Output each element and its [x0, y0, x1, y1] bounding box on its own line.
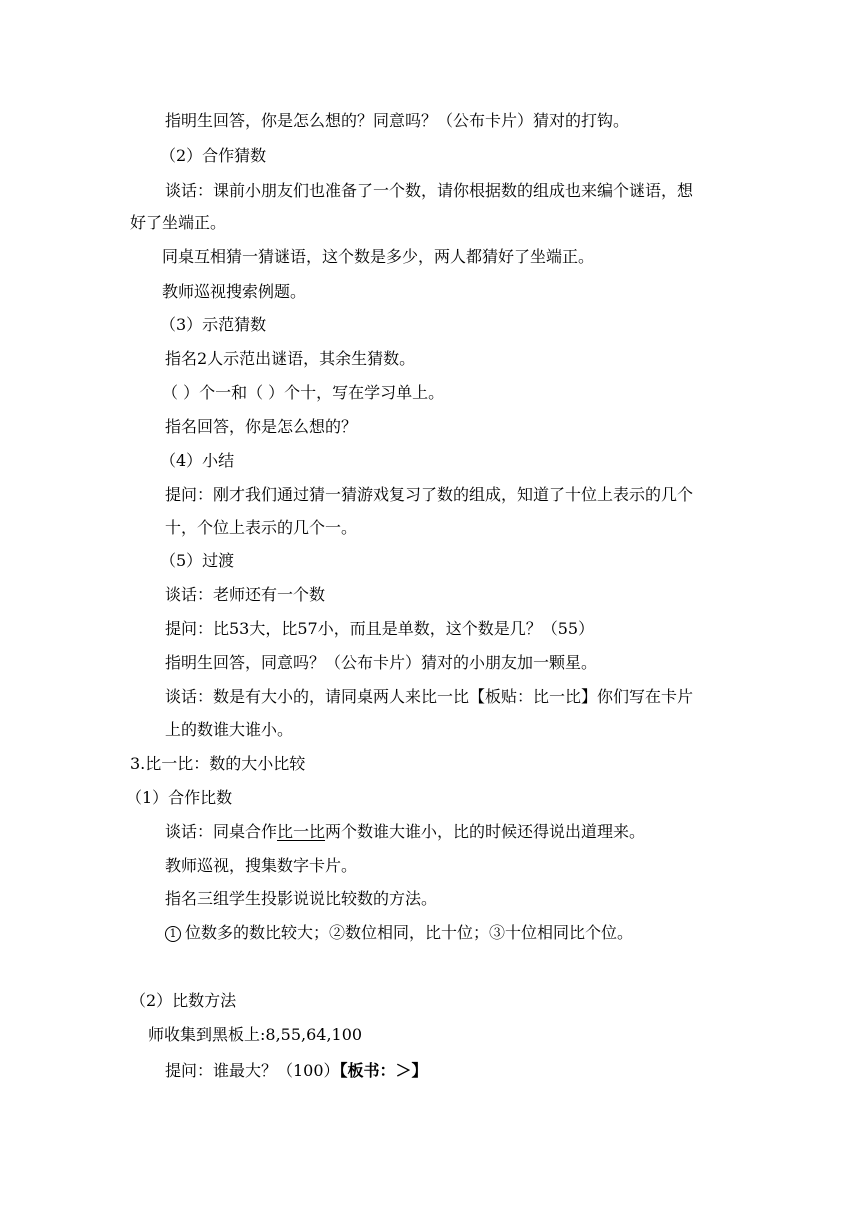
section-heading: （1）合作比数: [126, 788, 233, 807]
paragraph-line: （ ）个一和（ ）个十，写在学习单上。: [162, 383, 445, 402]
section-heading: 3.比一比：数的大小比较: [130, 754, 306, 773]
paragraph-line: 十，个位上表示的几个一。: [165, 518, 358, 537]
paragraph-line: 教师巡视，搜集数字卡片。: [165, 856, 358, 875]
text-run: 谈话：同桌合作: [165, 822, 278, 841]
paragraph-line: 谈话：数是有大小的，请同桌两人来比一比【板贴：比一比】你们写在卡片: [165, 687, 694, 706]
paragraph-line: 上的数谁大谁小。: [165, 720, 294, 739]
section-heading: （5）过渡: [160, 551, 235, 570]
paragraph-line: 指名2人示范出谜语，其余生猜数。: [165, 349, 416, 368]
section-heading: （4）小结: [160, 451, 235, 470]
underlined-text: 比一比: [277, 822, 326, 841]
paragraph-line: 谈话：老师还有一个数: [165, 585, 326, 604]
paragraph-line: [165, 922, 633, 944]
text-run: 提问：谁最大？（100）: [165, 1061, 340, 1080]
section-heading: （2）合作猜数: [160, 146, 267, 165]
section-heading: （2）比数方法: [130, 991, 237, 1010]
paragraph-line: 指名回答，你是怎么想的？: [165, 417, 358, 436]
paragraph-line: [165, 821, 645, 843]
paragraph-line: 指名三组学生投影说说比较数的方法。: [165, 889, 438, 908]
text-run: 位数多的数比较大；②数位相同，比十位；③十位相同比个位。: [185, 923, 634, 942]
paragraph-line: 同桌互相猜一猜谜语，这个数是多少，两人都猜好了坐端正。: [162, 247, 595, 266]
paragraph-line: 指明生回答，你是怎么想的？同意吗？（公布卡片）猜对的打钩。: [165, 111, 630, 130]
board-note: 【板书：＞】: [339, 1061, 428, 1080]
circled-number: 1: [165, 926, 181, 942]
paragraph-line: 好了坐端正。: [130, 213, 227, 232]
paragraph-line: 师收集到黑板上:8,55,64,100: [148, 1025, 363, 1044]
text-run: 两个数谁大谁小，比的时候还得说出道理来。: [325, 822, 646, 841]
paragraph-line: 谈话：课前小朋友们也准备了一个数，请你根据数的组成也来编个谜语，想: [165, 181, 694, 200]
paragraph-line: 教师巡视搜索例题。: [162, 282, 307, 301]
paragraph-line: [165, 1060, 428, 1082]
paragraph-line: 提问：刚才我们通过猜一猜游戏复习了数的组成，知道了十位上表示的几个: [165, 485, 694, 504]
paragraph-line: 指明生回答，同意吗？（公布卡片）猜对的小朋友加一颗星。: [165, 653, 598, 672]
paragraph-line: 提问：比53大，比57小，而且是单数，这个数是几？（55）: [165, 619, 595, 638]
section-heading: （3）示范猜数: [160, 315, 267, 334]
